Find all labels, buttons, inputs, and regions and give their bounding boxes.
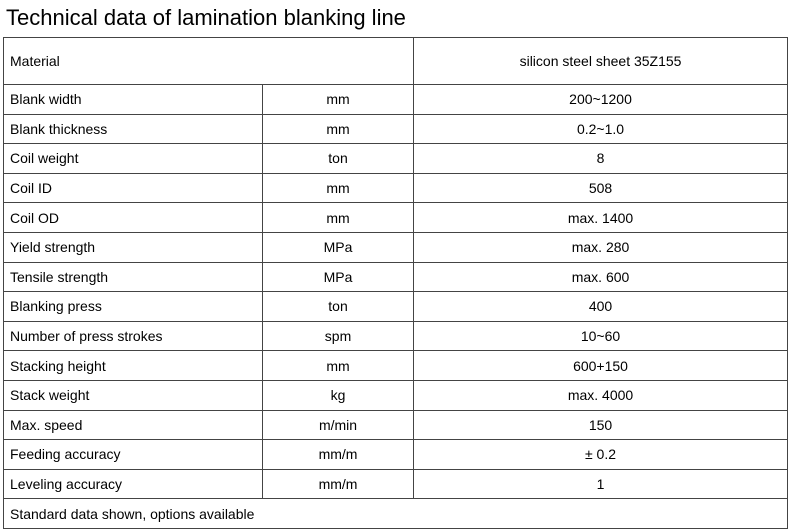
table-row [4,85,788,115]
parameter-value: 600+150 [414,351,788,381]
parameter-name: Feeding accuracy [4,440,263,470]
parameter-value: 400 [414,292,788,322]
parameter-unit: kg [263,380,414,410]
parameter-unit: ton [263,292,414,322]
table-row [4,440,788,470]
table-row [4,262,788,292]
table-row [4,321,788,351]
parameter-unit: MPa [263,232,414,262]
table-row [4,469,788,499]
parameter-unit: mm [263,85,414,115]
parameter-unit: m/min [263,410,414,440]
material-label: Material [4,38,414,85]
table-row [4,380,788,410]
footer-row [4,499,788,529]
parameter-name: Stack weight [4,380,263,410]
parameter-value: max. 4000 [414,380,788,410]
parameter-value: max. 600 [414,262,788,292]
table-row [4,144,788,174]
parameter-unit: mm/m [263,469,414,499]
parameter-unit: ton [263,144,414,174]
parameter-name: Coil weight [4,144,263,174]
parameter-value: 508 [414,173,788,203]
parameter-value: max. 1400 [414,203,788,233]
table-row [4,173,788,203]
parameter-name: Stacking height [4,351,263,381]
parameter-name: Blank width [4,85,263,115]
parameter-name: Max. speed [4,410,263,440]
parameter-unit: mm [263,351,414,381]
footer-note: Standard data shown, options available [4,499,788,529]
parameter-value: max. 280 [414,232,788,262]
parameter-name: Coil OD [4,203,263,233]
parameter-value: 1 [414,469,788,499]
table-row [4,351,788,381]
material-value: silicon steel sheet 35Z155 [414,38,788,85]
parameter-name: Leveling accuracy [4,469,263,499]
parameter-name: Yield strength [4,232,263,262]
parameter-unit: MPa [263,262,414,292]
page-title: Technical data of lamination blanking line [6,5,406,30]
table-row [4,203,788,233]
parameter-value: 150 [414,410,788,440]
parameter-value: 8 [414,144,788,174]
parameter-name: Number of press strokes [4,321,263,351]
parameter-unit: spm [263,321,414,351]
technical-data-table [3,37,788,529]
parameter-value: 10~60 [414,321,788,351]
parameter-unit: mm [263,114,414,144]
parameter-unit: mm/m [263,440,414,470]
parameter-unit: mm [263,173,414,203]
parameter-value: ± 0.2 [414,440,788,470]
material-row [4,38,788,85]
parameter-name: Coil ID [4,173,263,203]
table-row [4,232,788,262]
table-row [4,114,788,144]
parameter-unit: mm [263,203,414,233]
table-row [4,292,788,322]
parameter-name: Blank thickness [4,114,263,144]
parameter-value: 0.2~1.0 [414,114,788,144]
table-row [4,410,788,440]
parameter-name: Tensile strength [4,262,263,292]
parameter-value: 200~1200 [414,85,788,115]
parameter-name: Blanking press [4,292,263,322]
